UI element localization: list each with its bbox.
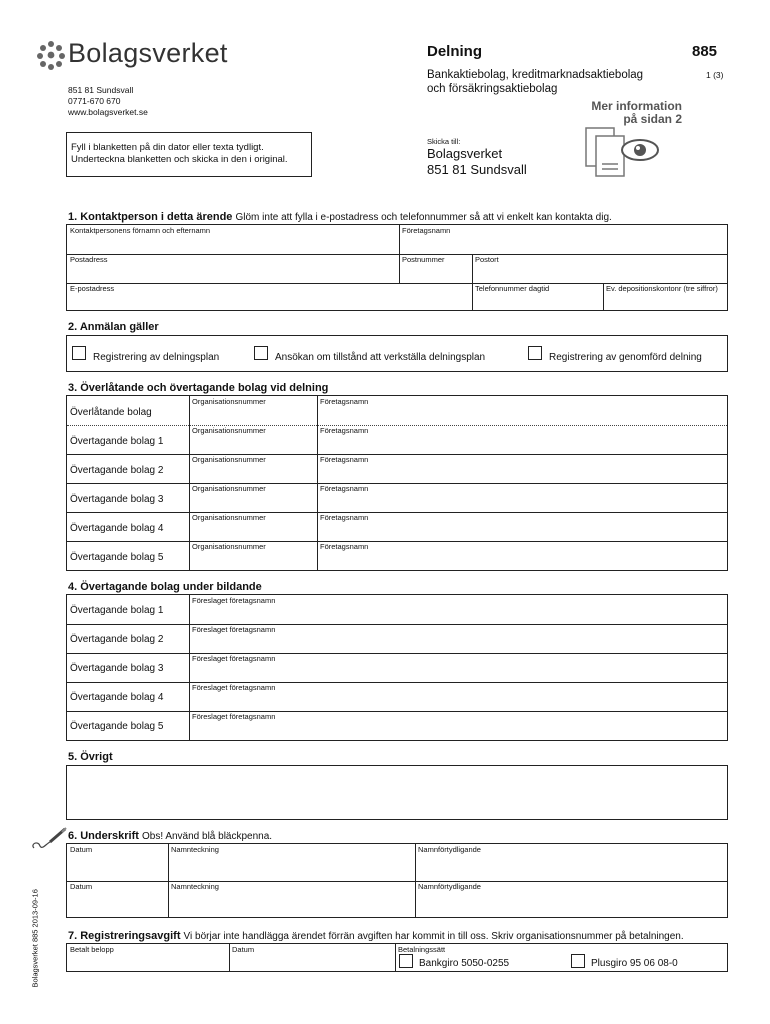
row-label-overtagande-5: Övertagande bolag 5 <box>70 552 164 563</box>
companies-box <box>66 395 728 571</box>
instruction-line: Fyll i blanketten på din dator eller texta tydligt. <box>71 142 264 153</box>
checkbox-bankgiro[interactable] <box>399 954 413 968</box>
instruction-line: Underteckna blanketten och skicka in den i original. <box>71 153 288 165</box>
fee-box <box>66 943 728 972</box>
form-subtitle <box>427 68 643 96</box>
row-label-overtagande-2: Övertagande bolag 2 <box>70 465 164 476</box>
company-name-field[interactable]: Företagsnamn <box>320 455 369 464</box>
subtitle-line: Bankaktiebolag, kreditmarknadsaktiebolag <box>427 69 644 81</box>
page-info: 1 (3) <box>706 70 724 80</box>
section7-note: Vi börjar inte handlägga ärendet förrän avgiften har kommit in till oss. Skriv organisationsnummer på betalningen. <box>183 931 684 942</box>
checkbox-tillstand[interactable] <box>254 346 268 360</box>
form-number: 885 <box>692 43 718 60</box>
document-eye-icon <box>584 126 664 178</box>
signature-box <box>66 843 728 918</box>
section4-title: 4. Övertagande bolag under bildande <box>68 581 262 593</box>
org-number-field[interactable]: Organisationsnummer <box>192 426 266 435</box>
proposed-name-field[interactable]: Föreslaget företagsnamn <box>192 683 276 692</box>
company-name-field[interactable]: Företagsnamn <box>320 513 369 522</box>
city-field[interactable]: Postort <box>475 255 499 264</box>
subtitle-line: och försäkringsaktiebolag <box>427 83 558 95</box>
other-info-field[interactable] <box>66 765 728 820</box>
bankgiro-label: Bankgiro 5050-0255 <box>419 958 510 969</box>
phone-field[interactable]: Telefonnummer dagtid <box>475 284 550 293</box>
checkbox-delningsplan[interactable] <box>72 346 86 360</box>
more-info-text: Mer information på sidan 2 <box>591 99 682 126</box>
section6-note: Obs! Använd blå bläckpenna. <box>141 831 273 842</box>
section6-title: 6. Underskrift Obs! Använd blå bläckpenna. <box>68 830 273 842</box>
payment-method-field: Betalningssätt <box>398 945 446 954</box>
paid-amount-field[interactable]: Betalt belopp <box>70 945 114 954</box>
checkbox-plusgiro[interactable] <box>571 954 585 968</box>
proposed-name-field[interactable]: Föreslaget företagsnamn <box>192 654 276 663</box>
row-label-new-4: Övertagande bolag 4 <box>70 692 164 703</box>
proposed-name-field[interactable]: Föreslaget företagsnamn <box>192 596 276 605</box>
section1-title: 1. Kontaktperson i detta ärende Glöm inte att fylla i e-postadress och telefonnummer så att vi enkelt kan kontakta dig. <box>68 211 612 223</box>
contact-name-field[interactable]: Kontaktpersonens förnamn och efternamn <box>70 226 211 235</box>
company-name-field[interactable]: Företagsnamn <box>320 426 369 435</box>
postal-address-field[interactable]: Postadress <box>70 255 108 264</box>
section5-title: 5. Övrigt <box>68 751 113 763</box>
contact-box <box>66 224 728 311</box>
org-number-field[interactable]: Organisationsnummer <box>192 397 266 406</box>
signature-date-field[interactable]: Datum <box>70 882 93 891</box>
row-label-overtagande-4: Övertagande bolag 4 <box>70 523 164 534</box>
row-label-new-1: Övertagande bolag 1 <box>70 605 164 616</box>
org-number-field[interactable]: Organisationsnummer <box>192 513 266 522</box>
checkbox-genomford[interactable] <box>528 346 542 360</box>
row-label-new-3: Övertagande bolag 3 <box>70 663 164 674</box>
option-label: Registrering av delningsplan <box>93 352 220 363</box>
proposed-name-field[interactable]: Föreslaget företagsnamn <box>192 712 276 721</box>
section3-title: 3. Överlåtande och övertagande bolag vid delning <box>68 382 329 394</box>
row-label-overlatande: Överlåtande bolag <box>70 407 152 418</box>
send-to-name: Bolagsverket <box>427 146 503 161</box>
postal-code-field[interactable]: Postnummer <box>402 255 445 264</box>
name-clarification-field[interactable]: Namnförtydligande <box>418 845 481 854</box>
section7-title: 7. Registreringsavgift Vi börjar inte handlägga ärendet förrän avgiften har kommit in till oss. Skriv organisationsnummer på betalningen. <box>68 930 684 942</box>
row-label-overtagande-3: Övertagande bolag 3 <box>70 494 164 505</box>
deposit-account-field[interactable]: Ev. depositionskontonr (tre siffror) <box>606 284 718 293</box>
side-form-id: Bolagsverket 885 2013-09-16 <box>30 889 40 988</box>
contact-company-field[interactable]: Företagsnamn <box>402 226 451 235</box>
website-line: www.bolagsverket.se <box>68 107 148 117</box>
option-label: Registrering av genomförd delning <box>549 352 702 363</box>
company-name-field[interactable]: Företagsnamn <box>320 484 369 493</box>
company-name-field[interactable]: Företagsnamn <box>320 397 369 406</box>
logo-text: Bolagsverket <box>68 38 228 68</box>
more-info-badge <box>582 100 692 180</box>
application-box <box>66 335 728 372</box>
row-label-overtagande-1: Övertagande bolag 1 <box>70 436 164 447</box>
address-line: 851 81 Sundsvall <box>68 85 134 95</box>
pen-icon <box>28 826 68 854</box>
agency-address <box>68 85 148 118</box>
logo <box>36 38 236 74</box>
org-number-field[interactable]: Organisationsnummer <box>192 455 266 464</box>
signature-date-field[interactable]: Datum <box>70 845 93 854</box>
name-clarification-field[interactable]: Namnförtydligande <box>418 882 481 891</box>
option-label: Ansökan om tillstånd att verkställa delningsplan <box>275 352 486 363</box>
proposed-name-field[interactable]: Föreslaget företagsnamn <box>192 625 276 634</box>
payment-date-field[interactable]: Datum <box>232 945 255 954</box>
send-to-address: 851 81 Sundsvall <box>427 162 527 177</box>
send-to-label: Skicka till: <box>427 137 461 146</box>
plusgiro-label: Plusgiro 95 06 08-0 <box>591 958 678 969</box>
signature-field[interactable]: Namnteckning <box>171 845 219 854</box>
section1-note: Glöm inte att fylla i e-postadress och telefonnummer så att vi enkelt kan kontakta dig. <box>235 212 612 223</box>
org-number-field[interactable]: Organisationsnummer <box>192 484 266 493</box>
row-label-new-2: Övertagande bolag 2 <box>70 634 164 645</box>
phone-line: 0771-670 670 <box>68 96 121 106</box>
form-title: Delning <box>427 43 482 60</box>
org-number-field[interactable]: Organisationsnummer <box>192 542 266 551</box>
row-label-new-5: Övertagande bolag 5 <box>70 721 164 732</box>
signature-field[interactable]: Namnteckning <box>171 882 219 891</box>
company-name-field[interactable]: Företagsnamn <box>320 542 369 551</box>
new-companies-box <box>66 594 728 741</box>
logo-mark-icon <box>36 40 66 70</box>
email-field[interactable]: E-postadress <box>70 284 115 293</box>
instruction-box <box>66 132 312 177</box>
section2-title: 2. Anmälan gäller <box>68 321 159 333</box>
